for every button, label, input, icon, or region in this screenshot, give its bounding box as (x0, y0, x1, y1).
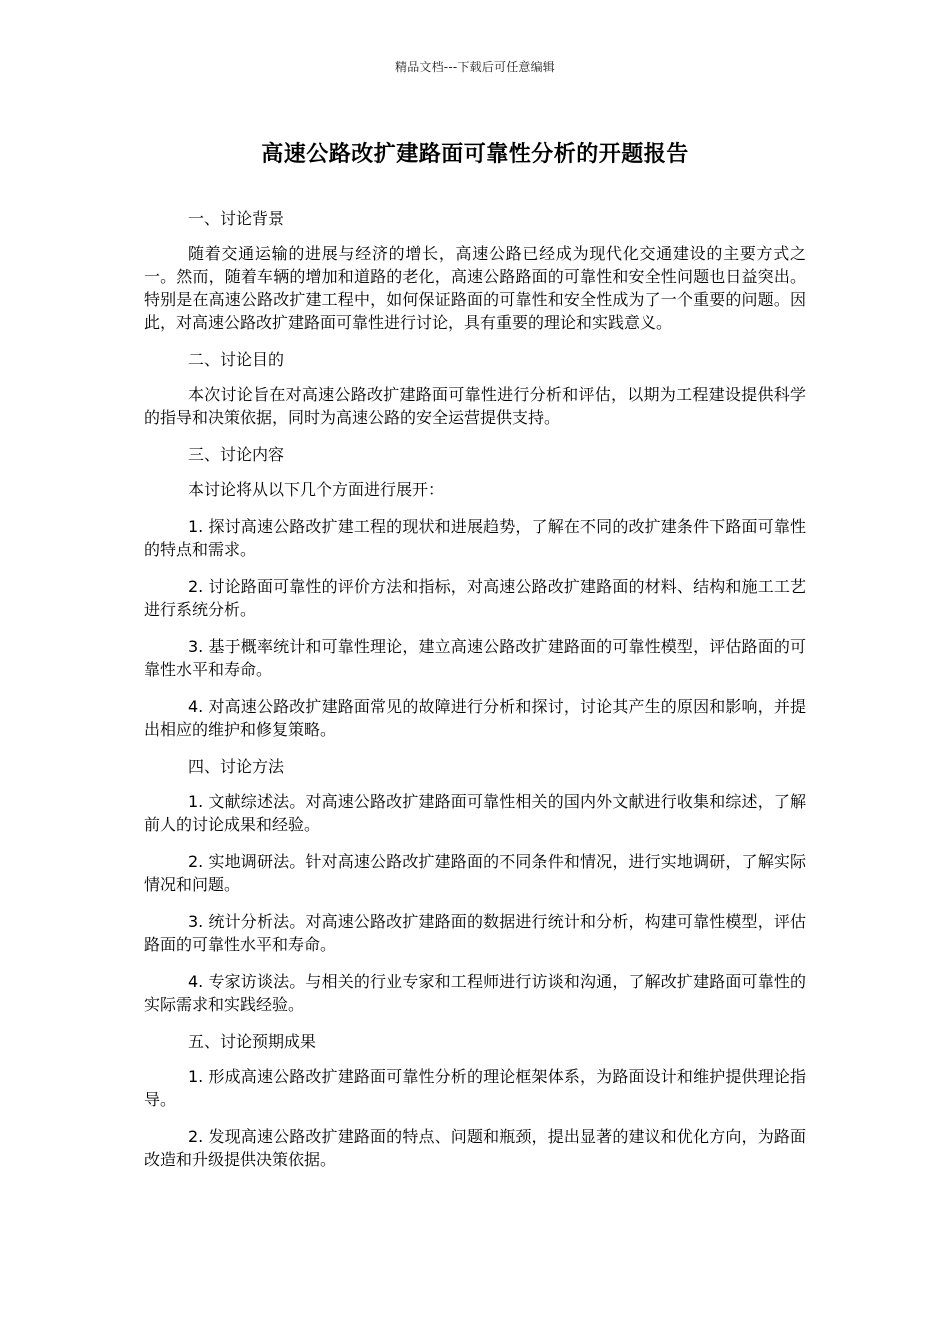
document-title: 高速公路改扩建路面可靠性分析的开题报告 (261, 142, 689, 167)
content-item: 3. 基于概率统计和可靠性理论，建立高速公路改扩建路面的可靠性模型，评估路面的可靠性水平和寿命。 (144, 637, 806, 679)
content-item: 2. 讨论路面可靠性的评价方法和指标，对高速公路改扩建路面的材料、结构和施工工艺进行系统分析。 (144, 577, 806, 619)
document-body (144, 207, 806, 1185)
method-item: 2. 实地调研法。针对高速公路改扩建路面的不同条件和情况，进行实地调研，了解实际情况和问题。 (144, 852, 806, 894)
result-item: 2. 发现高速公路改扩建路面的特点、问题和瓶颈，提出显著的建议和优化方向，为路面改造和升级提供决策依据。 (144, 1127, 806, 1169)
section-heading-purpose: 二、讨论目的 (188, 350, 285, 369)
section-heading-content: 三、讨论内容 (188, 445, 285, 464)
content-intro: 本讨论将从以下几个方面进行展开： (188, 480, 445, 499)
section-heading-background: 一、讨论背景 (188, 209, 285, 228)
method-item: 1. 文献综述法。对高速公路改扩建路面可靠性相关的国内外文献进行收集和综述，了解前人的讨论成果和经验。 (144, 792, 806, 834)
method-item: 4. 专家访谈法。与相关的行业专家和工程师进行访谈和沟通，了解改扩建路面可靠性的实际需求和实践经验。 (144, 972, 806, 1014)
header-note: 精品文档---下载后可任意编辑 (395, 60, 555, 74)
section-heading-methods: 四、讨论方法 (188, 757, 285, 776)
content-item: 4. 对高速公路改扩建路面常见的故障进行分析和探讨，讨论其产生的原因和影响，并提出相应的维护和修复策略。 (144, 697, 806, 739)
background-paragraph: 随着交通运输的进展与经济的增长，高速公路已经成为现代化交通建设的主要方式之一。然而，随着车辆的增加和道路的老化，高速公路路面的可靠性和安全性问题也日益突出。特别是在高速公路改扩建工程中，如何保证路面的可靠性和安全性成为了一个重要的问题。因此，对高速公路改扩建路面可靠性进行讨论，具有重要的理论和实践意义。 (144, 244, 806, 332)
purpose-paragraph: 本次讨论旨在对高速公路改扩建路面可靠性进行分析和评估，以期为工程建设提供科学的指导和决策依据，同时为高速公路的安全运营提供支持。 (144, 385, 806, 427)
result-item: 1. 形成高速公路改扩建路面可靠性分析的理论框架体系，为路面设计和维护提供理论指导。 (144, 1067, 806, 1109)
method-item: 3. 统计分析法。对高速公路改扩建路面的数据进行统计和分析，构建可靠性模型，评估路面的可靠性水平和寿命。 (144, 912, 806, 954)
content-item: 1. 探讨高速公路改扩建工程的现状和进展趋势，了解在不同的改扩建条件下路面可靠性的特点和需求。 (144, 517, 806, 559)
section-heading-results: 五、讨论预期成果 (188, 1032, 317, 1051)
